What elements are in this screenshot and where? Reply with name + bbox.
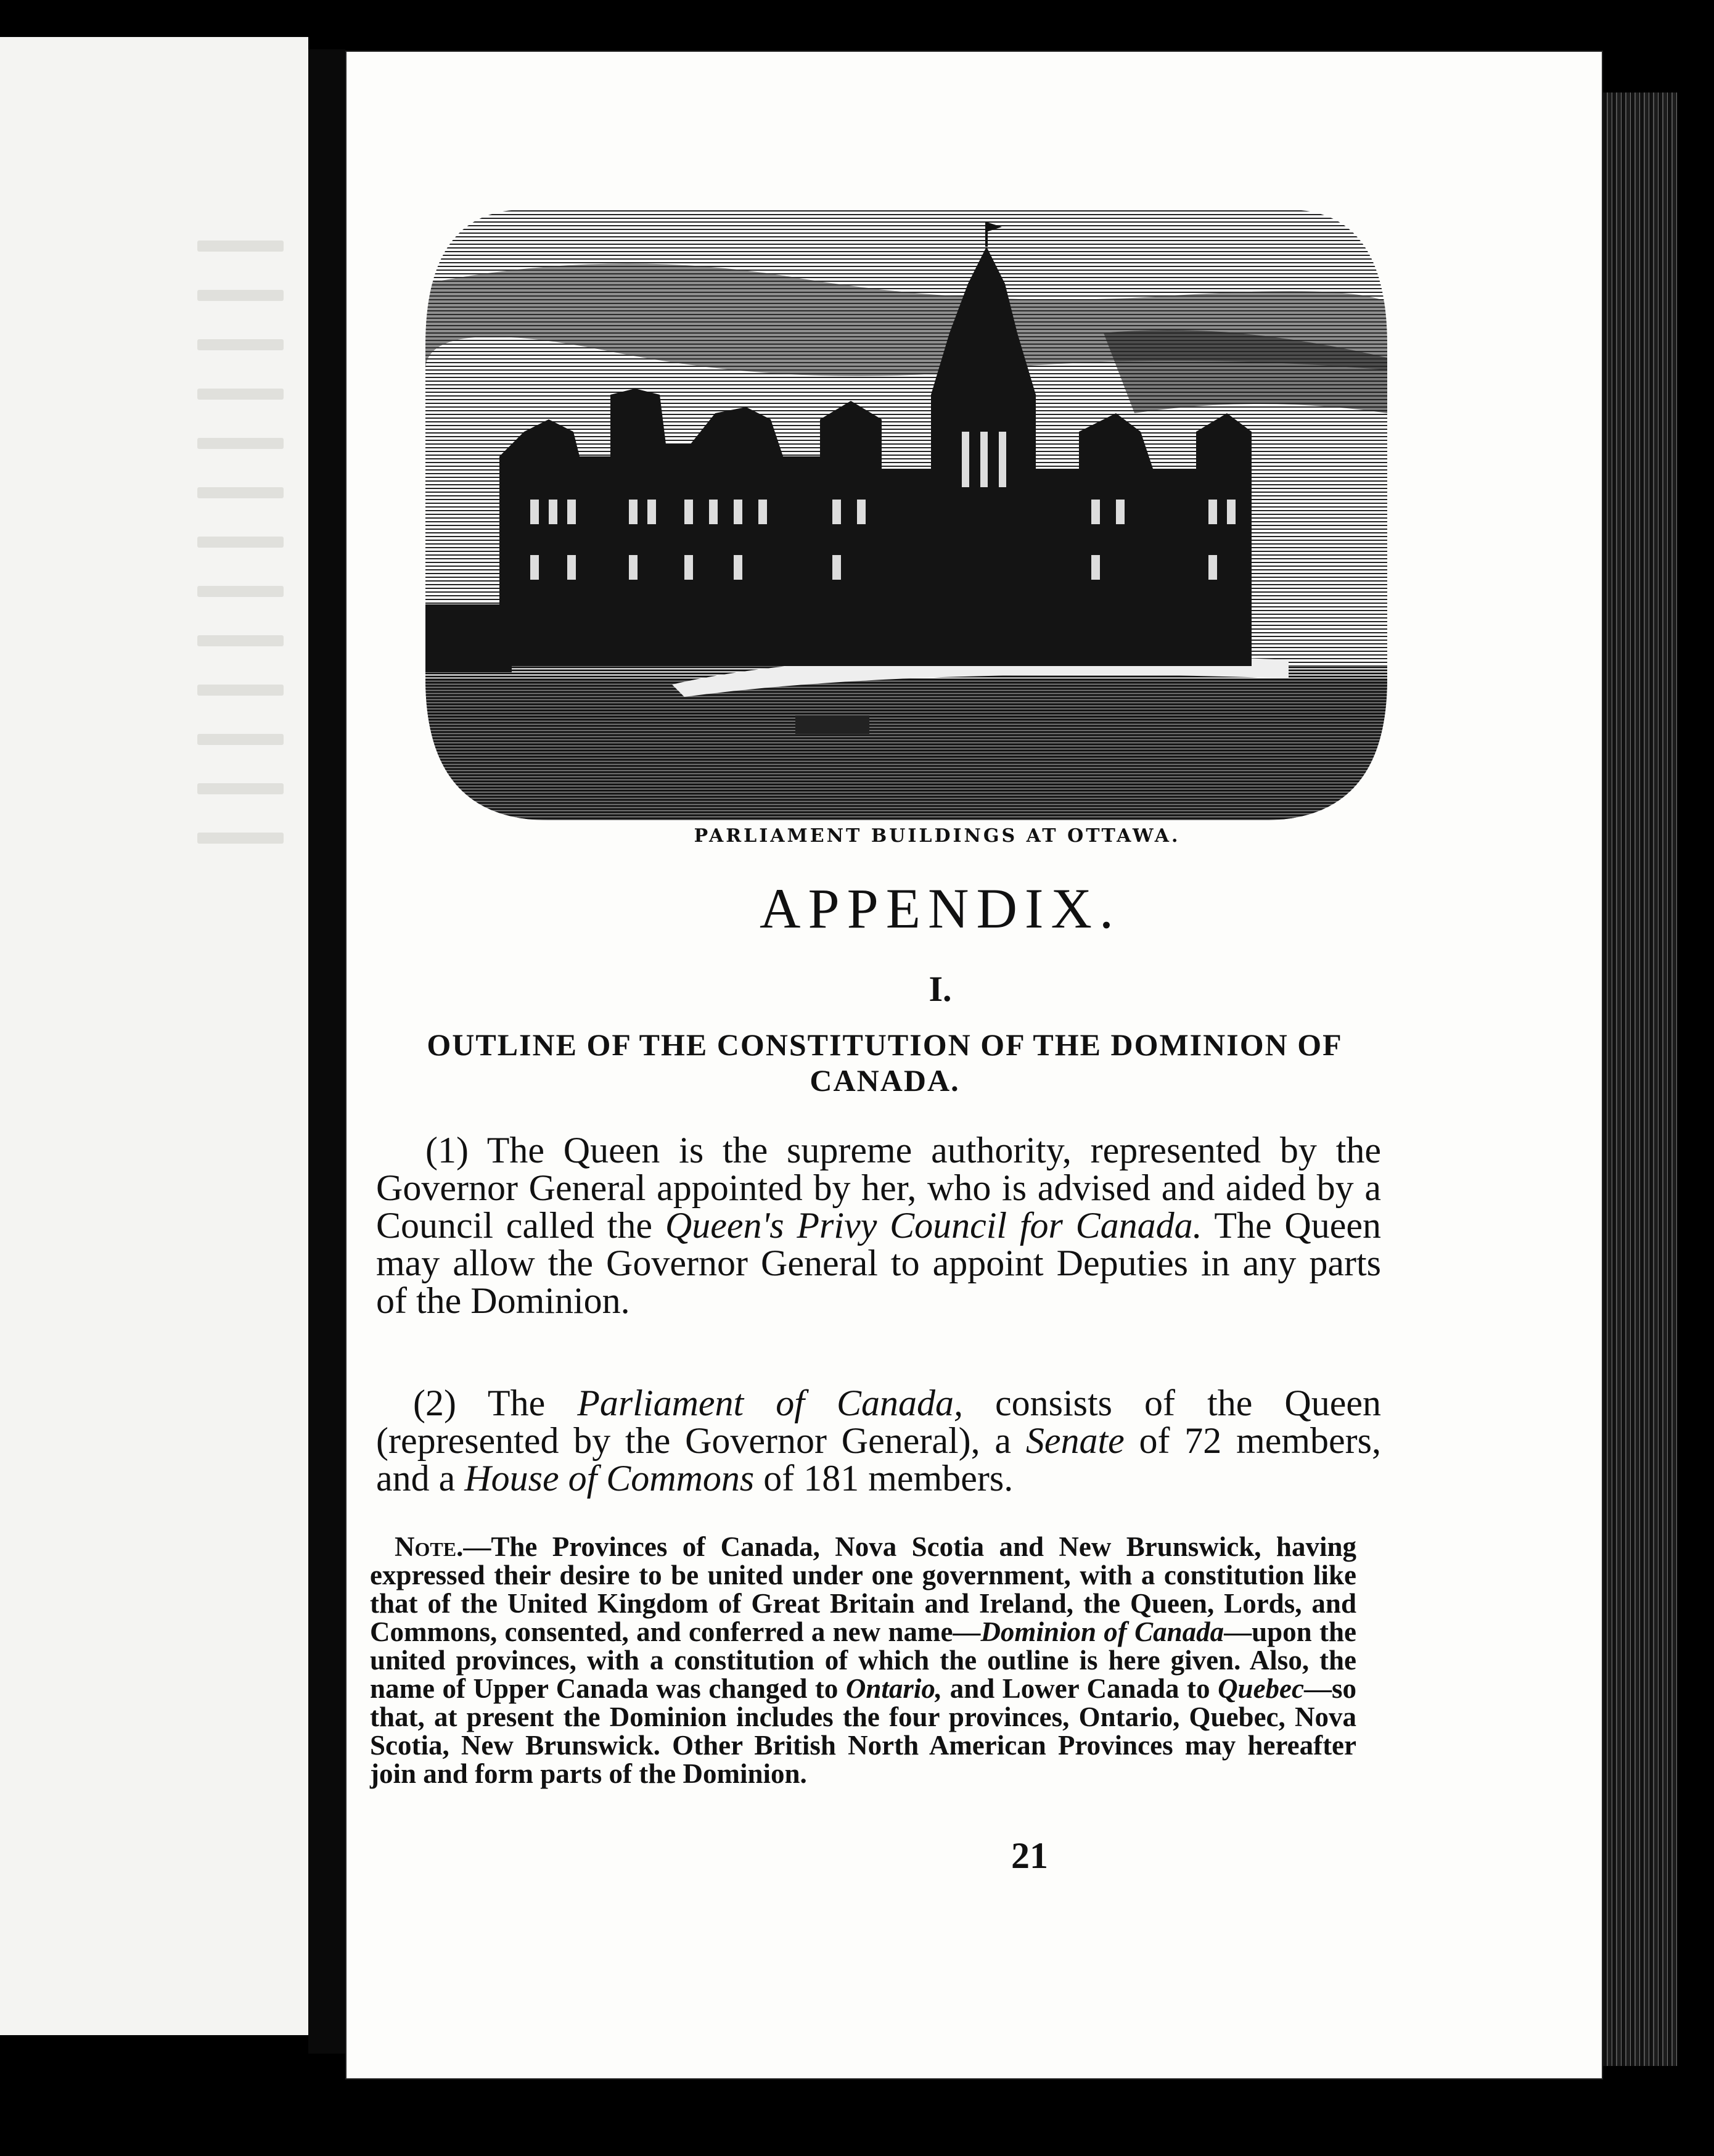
parliament-buildings-engraving: [425, 210, 1387, 820]
section-heading: OUTLINE OF THE CONSTITUTION OF THE DOMINION OF CANADA.: [427, 1027, 1343, 1098]
note-text-2: —upon the united provinces, with a constitution of which the outline is here given. Also, the name of Upper Canada was changed to: [370, 1616, 1356, 1704]
book-gutter: [308, 49, 345, 2054]
paragraph-2: [376, 1385, 1381, 1497]
paragraph-2-text-end: of 181 members.: [763, 1458, 1014, 1499]
paragraph-2-text: The: [487, 1383, 546, 1423]
queens-privy-council-term: Queen's Privy Council for Canada.: [665, 1205, 1202, 1246]
note-text-3: and Lower Canada to: [949, 1673, 1210, 1704]
illustration-caption: PARLIAMENT BUILDINGS AT OTTAWA.: [694, 825, 1181, 847]
parliament-term: Parliament of Canada,: [577, 1383, 963, 1423]
paragraph-2-text-mid2: of 72 members, and a: [376, 1420, 1382, 1499]
paragraph-1-number: (1): [425, 1130, 469, 1171]
quebec-term: Quebec: [1218, 1673, 1305, 1704]
dominion-term: Dominion of Canada: [980, 1616, 1224, 1647]
note-label: Note.: [395, 1531, 464, 1562]
note-text: —The Provinces of Canada, Nova Scotia and New Brunswick, having expressed their desire to be united under one government, with a constitution like that of the United Kingdom of Great Britain and Ireland, the Queen, Lords, and Commons, consented, and conferred a new name—: [370, 1531, 1356, 1647]
page-edges: [1603, 93, 1677, 2066]
senate-term: Senate: [1025, 1420, 1125, 1461]
section-number: I.: [929, 969, 952, 1009]
paragraph-2-number: (2): [413, 1383, 456, 1423]
previous-page: [0, 37, 308, 2035]
page-number: 21: [1011, 1835, 1048, 1876]
house-of-commons-term: House of Commons: [464, 1458, 755, 1499]
appendix-title: APPENDIX.: [760, 877, 1121, 940]
note-text-4: —so that, at present the Dominion includes the four provinces, Ontario, Quebec, Nova Scotia, New Brunswick. Other British North American Provinces may hereafter join and form parts of the Dominion.: [370, 1673, 1357, 1789]
paragraph-1-text-end: The Queen may allow the Governor General to appoint Deputies in any parts of the Dominion.: [376, 1205, 1382, 1321]
paragraph-2-text-mid: consists of the Queen (represented by the Governor General), a: [376, 1383, 1381, 1461]
paragraph-1-text: The Queen is the supreme authority, represented by the Governor General appointed by her, who is advised and aided by a Council called the: [376, 1130, 1382, 1246]
paragraph-1: [376, 1132, 1381, 1320]
footnote: [370, 1533, 1356, 1788]
ontario-term: Ontario,: [845, 1673, 943, 1704]
